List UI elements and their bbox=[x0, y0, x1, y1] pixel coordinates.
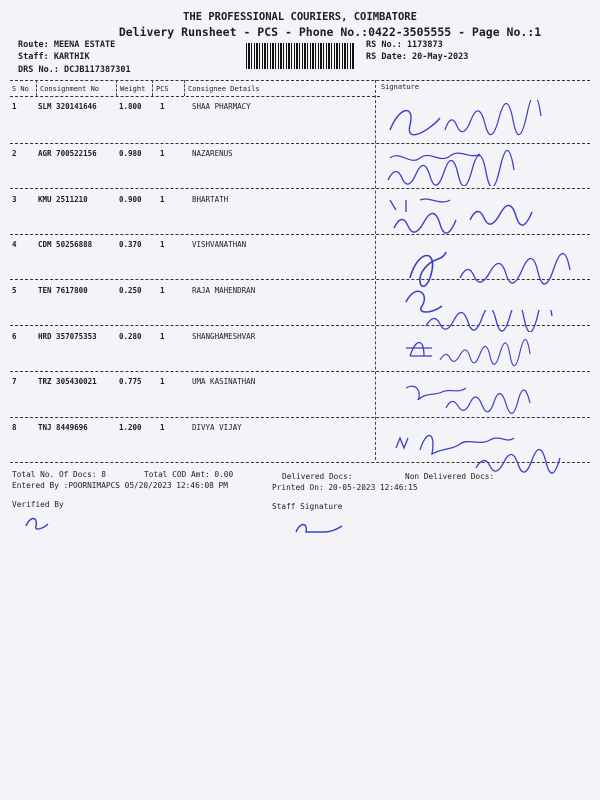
row-2-sno: 2 bbox=[12, 149, 17, 158]
row-1-consignment: SLM 320141646 bbox=[38, 102, 97, 111]
row-5-consignee: RAJA MAHENDRAN bbox=[192, 286, 256, 295]
signature-4-image bbox=[400, 238, 590, 318]
col-divider bbox=[36, 80, 37, 96]
row-7-sno: 7 bbox=[12, 377, 17, 386]
row-4-pcs: 1 bbox=[160, 240, 165, 249]
row-7-consignee: UMA KASINATHAN bbox=[192, 377, 256, 386]
staff-signature-label: Staff Signature bbox=[272, 502, 343, 511]
row-7-consignment: TRZ 305430021 bbox=[38, 377, 97, 386]
row-8-sno: 8 bbox=[12, 423, 17, 432]
signature-col-divider bbox=[375, 80, 376, 460]
row-divider bbox=[10, 371, 590, 372]
row-1-weight: 1.800 bbox=[119, 102, 142, 111]
row-3-weight: 0.900 bbox=[119, 195, 142, 204]
company-title: THE PROFESSIONAL COURIERS, COIMBATORE bbox=[183, 11, 417, 23]
row-3-pcs: 1 bbox=[160, 195, 165, 204]
runsheet-subtitle: Delivery Runsheet - PCS - Phone No.:0422-3505555 - Page No.:1 bbox=[118, 25, 542, 39]
row-5-pcs: 1 bbox=[160, 286, 165, 295]
printed-on: Printed On: 20-05-2023 12:46:15 bbox=[272, 483, 418, 492]
signature-7-image bbox=[400, 378, 550, 414]
row-4-weight: 0.370 bbox=[119, 240, 142, 249]
col-divider bbox=[152, 80, 153, 96]
row-5-weight: 0.250 bbox=[119, 286, 142, 295]
col-divider bbox=[184, 80, 185, 96]
row-3-consignment: KMU 2511210 bbox=[38, 195, 88, 204]
signature-3-image bbox=[380, 192, 580, 234]
col-header-consignee: Consignee Details bbox=[188, 85, 260, 93]
col-header-consignment: Consignment No bbox=[40, 85, 100, 93]
total-cod: Total COD Amt: 0.00 bbox=[144, 470, 234, 479]
col-header-signature: Signature bbox=[381, 83, 419, 91]
rs-number: RS No.: 1173873 bbox=[366, 40, 443, 50]
row-4-sno: 4 bbox=[12, 240, 17, 249]
row-divider bbox=[10, 143, 590, 144]
row-6-weight: 0.280 bbox=[119, 332, 142, 341]
row-divider bbox=[10, 188, 590, 189]
row-7-pcs: 1 bbox=[160, 377, 165, 386]
rs-date: RS Date: 20-May-2023 bbox=[366, 52, 469, 62]
row-divider bbox=[10, 417, 590, 418]
row-8-pcs: 1 bbox=[160, 423, 165, 432]
row-2-consignee: NAZARENUS bbox=[192, 149, 233, 158]
col-header-weight: Weight bbox=[120, 85, 146, 93]
signature-5-image bbox=[420, 310, 580, 332]
row-6-sno: 6 bbox=[12, 332, 17, 341]
row-6-pcs: 1 bbox=[160, 332, 165, 341]
row-4-consignee: VISHVANATHAN bbox=[192, 240, 247, 249]
row-2-weight: 0.980 bbox=[119, 149, 142, 158]
row-6-consignment: HRD 357075353 bbox=[38, 332, 97, 341]
row-3-sno: 3 bbox=[12, 195, 17, 204]
row-1-pcs: 1 bbox=[160, 102, 165, 111]
route-label: Route: MEENA ESTATE bbox=[18, 40, 116, 50]
row-2-pcs: 1 bbox=[160, 149, 165, 158]
entered-by: Entered By :POORNIMAPCS 05/20/2023 12:46:08 PM bbox=[12, 481, 228, 490]
row-8-weight: 1.200 bbox=[119, 423, 142, 432]
row-3-consignee: BHARTATH bbox=[192, 195, 229, 204]
total-docs: Total No. Of Docs: 8 bbox=[12, 470, 106, 479]
verified-signature-image bbox=[22, 512, 52, 532]
delivered-docs: Delivered Docs: bbox=[282, 472, 353, 481]
row-5-sno: 5 bbox=[12, 286, 17, 295]
row-8-consignee: DIVYA VIJAY bbox=[192, 423, 242, 432]
row-1-sno: 1 bbox=[12, 102, 17, 111]
row-divider bbox=[10, 234, 590, 235]
col-header-pcs: PCS bbox=[156, 85, 169, 93]
row-6-consignee: SHANGHAMESHVAR bbox=[192, 332, 256, 341]
row-5-consignment: TEN 7617800 bbox=[38, 286, 88, 295]
signature-2-image bbox=[380, 146, 580, 186]
row-7-weight: 0.775 bbox=[119, 377, 142, 386]
col-header-sno: S No bbox=[12, 85, 29, 93]
row-2-consignment: AGR 700522156 bbox=[38, 149, 97, 158]
staff-label: Staff: KARTHIK bbox=[18, 52, 90, 62]
col-divider bbox=[116, 80, 117, 96]
row-1-consignee: SHAA PHARMACY bbox=[192, 102, 251, 111]
barcode-image bbox=[246, 43, 354, 69]
verified-by-label: Verified By bbox=[12, 500, 64, 509]
row-8-consignment: TNJ 8449696 bbox=[38, 423, 88, 432]
staff-signature-image bbox=[290, 518, 350, 538]
signature-6-image bbox=[400, 330, 560, 368]
drs-number: DRS No.: DCJB117387301 bbox=[18, 65, 131, 75]
signature-1-image bbox=[380, 100, 590, 140]
table-header-rule bbox=[10, 96, 380, 97]
non-delivered-docs: Non Delivered Docs: bbox=[405, 472, 495, 481]
row-4-consignment: CDM 50256888 bbox=[38, 240, 93, 249]
table-top-rule bbox=[10, 80, 590, 81]
